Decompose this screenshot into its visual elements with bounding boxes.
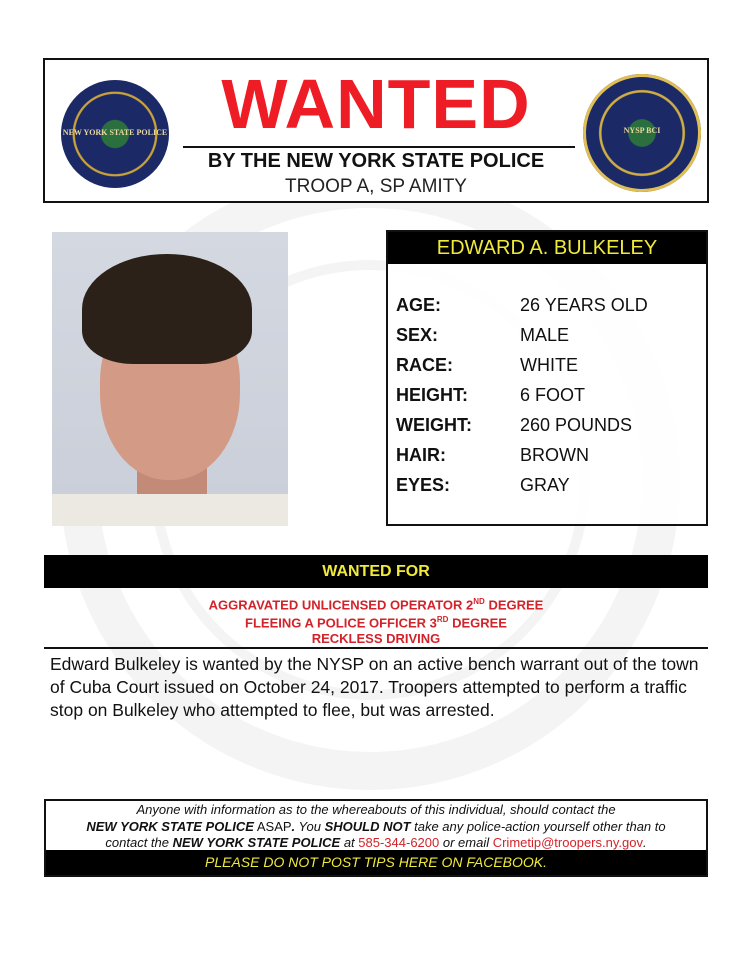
header-divider — [183, 146, 575, 148]
or-email-text: or email — [439, 835, 493, 850]
attr-value: GRAY — [520, 474, 570, 495]
attr-row-eyes — [396, 470, 698, 500]
email-link[interactable]: Crimetip@troopers.ny.gov — [492, 835, 643, 850]
subject-info-box — [386, 230, 708, 526]
attr-value: 26 YEARS OLD — [520, 294, 648, 315]
attr-value: WHITE — [520, 354, 578, 375]
charge-item — [44, 631, 708, 646]
charges-list — [44, 594, 708, 646]
charge-suffix: DEGREE — [484, 597, 544, 613]
case-narrative: Edward Bulkeley is wanted by the NYSP on an active bench warrant out of the town of Cuba Court issued on October 24, 2017. Troopers attempted to perform a traffic stop on Bulkeley who attempted to flee, but was arrested. — [50, 654, 699, 720]
wanted-for-heading: WANTED FOR — [44, 555, 708, 588]
attr-row-height — [396, 380, 698, 410]
attr-label: EYES: — [396, 474, 451, 495]
attr-label: RACE: — [396, 354, 453, 375]
nysp-seal-icon — [61, 80, 169, 188]
bci-seal-text: NYSP BCI — [623, 125, 661, 135]
poster-header — [43, 58, 709, 203]
mugshot-photo — [52, 232, 288, 526]
section-divider — [44, 647, 708, 649]
period: . — [291, 818, 296, 834]
bci-seal-icon — [583, 74, 701, 192]
period: . — [642, 835, 647, 850]
notice-line-2 — [46, 819, 706, 836]
should-not-text: SHOULD NOT — [324, 818, 411, 834]
attr-label: HEIGHT: — [396, 384, 468, 405]
no-facebook-tips-notice: PLEASE DO NOT POST TIPS HERE ON FACEBOOK. — [46, 850, 706, 875]
at-text: at — [340, 835, 359, 850]
attr-row-sex — [396, 320, 698, 350]
agency-name: NEW YORK STATE POLICE — [172, 835, 341, 850]
attr-row-race — [396, 350, 698, 380]
attr-value: 6 FOOT — [520, 384, 586, 405]
notice-line-1: Anyone with information as to the whereabouts of this individual, should contact the — [136, 802, 616, 817]
attr-row-age — [396, 290, 698, 320]
troop-line: TROOP A, SP AMITY — [285, 176, 467, 197]
subject-name: EDWARD A. BULKELEY — [388, 232, 706, 264]
attr-row-hair — [396, 440, 698, 470]
charge-suffix: DEGREE — [448, 615, 507, 631]
nysp-seal-text: NEW YORK STATE POLICE — [62, 127, 168, 137]
charge-item — [44, 594, 708, 612]
charge-ordinal: ND — [473, 597, 485, 606]
contact-notice-text — [46, 802, 706, 852]
agency-line: BY THE NEW YORK STATE POLICE — [207, 150, 545, 172]
wanted-title: WANTED — [221, 65, 531, 143]
attr-label: HAIR: — [396, 444, 446, 465]
charge-text: RECKLESS DRIVING — [311, 630, 441, 646]
subject-attributes — [396, 290, 698, 500]
contact-the-text: contact the — [105, 835, 173, 850]
charge-text: AGGRAVATED UNLICENSED OPERATOR 2 — [208, 597, 474, 613]
contact-notice-box — [44, 799, 708, 877]
charge-ordinal: RD — [436, 615, 449, 625]
phone-number[interactable]: 585-344-6200 — [358, 835, 440, 850]
charge-text: FLEEING A POLICE OFFICER 3 — [245, 615, 437, 631]
agency-name: NEW YORK STATE POLICE — [86, 818, 254, 834]
asap-text: ASAP — [253, 818, 292, 834]
attr-row-weight — [396, 410, 698, 440]
attr-value: BROWN — [520, 444, 589, 465]
attr-label: WEIGHT: — [396, 414, 472, 435]
attr-value: 260 POUNDS — [520, 414, 633, 435]
you-text: You — [295, 818, 325, 834]
attr-value: MALE — [520, 324, 570, 345]
photo-hair — [82, 254, 252, 364]
attr-label: AGE: — [396, 294, 441, 315]
attr-label: SEX: — [396, 324, 439, 345]
charge-item — [44, 612, 708, 630]
photo-shirt — [52, 494, 288, 526]
notice-line-2-end: take any police-action yourself other than to — [410, 818, 666, 834]
